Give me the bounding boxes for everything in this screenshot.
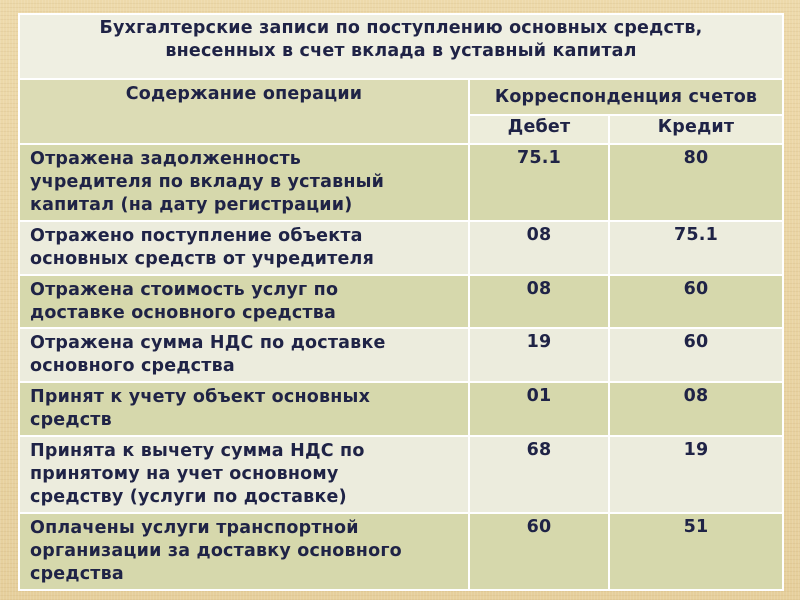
operation-text-line: капитал (на дату регистрации): [30, 194, 353, 215]
credit-cell: 08: [609, 382, 783, 436]
title-row: [19, 14, 783, 79]
debit-cell: 08: [469, 275, 609, 329]
table-row: [19, 221, 783, 275]
operation-cell: [19, 328, 469, 382]
operation-text-line: организации за доставку основного: [30, 540, 402, 561]
debit-cell: 68: [469, 436, 609, 513]
operation-cell: [19, 221, 469, 275]
operation-text-line: Оплачены услуги транспортной: [30, 517, 359, 538]
table-title-line-1: Бухгалтерские записи по поступлению основных средств,: [99, 18, 703, 38]
operation-text-line: средству (услуги по доставке): [30, 486, 347, 507]
table-row: [19, 513, 783, 590]
credit-cell: 80: [609, 144, 783, 221]
operation-text-line: Отражена задолженность: [30, 148, 302, 169]
debit-cell: 08: [469, 221, 609, 275]
column-header-credit: Кредит: [609, 115, 783, 143]
table-row: [19, 275, 783, 329]
operation-text-line: Отражено поступление объекта: [30, 225, 363, 246]
operation-text-line: средств: [30, 410, 112, 431]
table-title-line-2: внесенных в счет вклада в уставный капитал: [165, 41, 637, 61]
operation-cell: [19, 382, 469, 436]
header-row: [19, 79, 783, 116]
operation-text-line: средства: [30, 563, 124, 584]
operation-cell: [19, 275, 469, 329]
debit-cell: 75.1: [469, 144, 609, 221]
operation-text-line: принятому на учет основному: [30, 463, 339, 484]
debit-cell: 19: [469, 328, 609, 382]
operation-cell: [19, 144, 469, 221]
table-row: [19, 328, 783, 382]
operation-text-line: учредителя по вкладу в уставный: [30, 171, 385, 192]
credit-cell: 51: [609, 513, 783, 590]
slide: [18, 13, 782, 591]
column-header-correspondence: Корреспонденция счетов: [469, 79, 783, 116]
operation-text-line: Принята к вычету сумма НДС по: [30, 440, 365, 461]
credit-cell: 75.1: [609, 221, 783, 275]
operation-text-line: доставке основного средства: [30, 302, 337, 323]
table-row: [19, 382, 783, 436]
table-row: [19, 436, 783, 513]
column-header-operation: Содержание операции: [19, 79, 469, 144]
operation-text-line: основных средств от учредителя: [30, 248, 375, 269]
debit-cell: 01: [469, 382, 609, 436]
credit-cell: 19: [609, 436, 783, 513]
operation-text-line: Отражена стоимость услуг по: [30, 279, 339, 300]
credit-cell: 60: [609, 275, 783, 329]
operation-text-line: основного средства: [30, 356, 235, 377]
operation-cell: [19, 436, 469, 513]
table-title: [19, 14, 783, 79]
column-header-debit: Дебет: [469, 115, 609, 143]
operation-text-line: Принят к учету объект основных: [30, 387, 371, 408]
operation-text-line: Отражена сумма НДС по доставке: [30, 333, 386, 354]
accounting-entries-table: [18, 13, 784, 591]
credit-cell: 60: [609, 328, 783, 382]
debit-cell: 60: [469, 513, 609, 590]
operation-cell: [19, 513, 469, 590]
table-row: [19, 144, 783, 221]
